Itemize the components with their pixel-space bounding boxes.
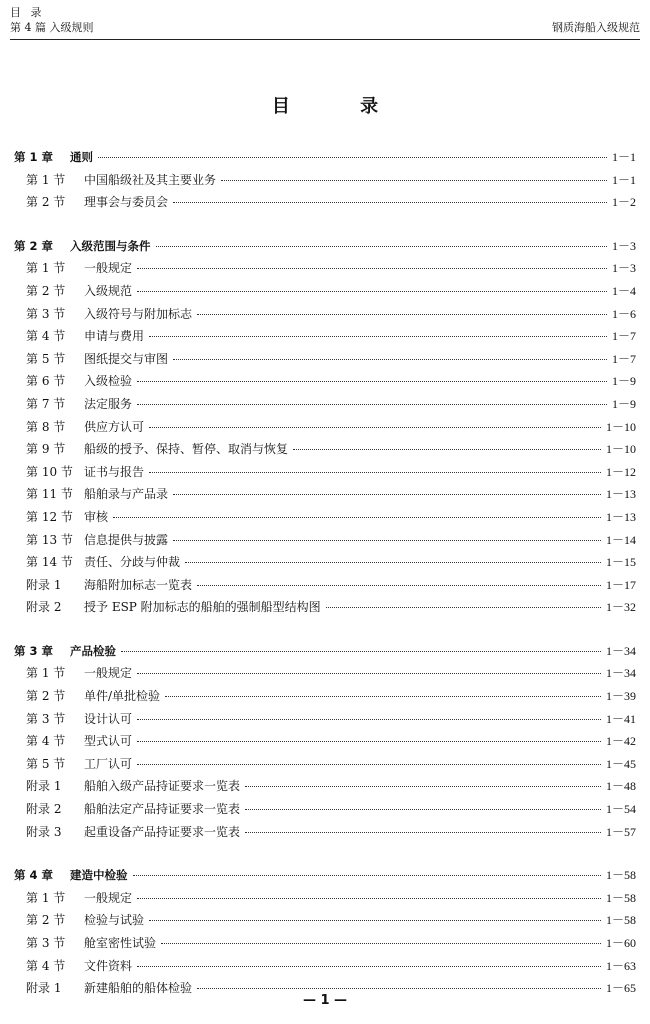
page-number-footer: — 1 — xyxy=(302,993,348,1008)
entry-number: 第 13 节 xyxy=(26,532,73,547)
entry-title: 海船附加标志一览表 xyxy=(84,577,193,592)
entry-number: 第 5 节 xyxy=(26,756,66,771)
toc-section-entry[interactable] xyxy=(14,171,636,194)
dot-leader xyxy=(245,832,601,833)
dot-leader xyxy=(137,741,601,742)
entry-title: 一般规定 xyxy=(84,890,133,905)
entry-title: 新建船舶的船体检验 xyxy=(84,981,193,996)
entry-number: 第 2 章 xyxy=(14,238,54,253)
entry-page: 1－42 xyxy=(605,734,636,749)
toc-section-entry[interactable] xyxy=(14,777,636,800)
entry-number: 第 1 节 xyxy=(26,172,66,187)
entry-page: 1－1 xyxy=(611,150,636,164)
entry-number: 第 4 节 xyxy=(26,329,66,344)
dot-leader xyxy=(197,585,601,586)
toc-section-entry[interactable] xyxy=(14,553,636,576)
dot-leader xyxy=(137,719,601,720)
entry-page: 1－9 xyxy=(611,396,636,411)
entry-number: 第 3 节 xyxy=(26,306,66,321)
entry-title: 一般规定 xyxy=(84,666,133,681)
entry-number: 第 9 节 xyxy=(26,442,66,457)
entry-page: 1－9 xyxy=(611,374,636,389)
entry-number: 第 4 节 xyxy=(26,734,66,749)
entry-number: 第 5 节 xyxy=(26,351,66,366)
entry-title: 供应方认可 xyxy=(84,419,145,434)
dot-leader xyxy=(326,607,601,608)
dot-leader xyxy=(149,336,607,337)
entry-number: 第 3 节 xyxy=(26,936,66,950)
entry-title: 船舶法定产品持证要求一览表 xyxy=(84,802,241,817)
toc-section-entry[interactable] xyxy=(14,755,636,778)
entry-title: 入级范围与条件 xyxy=(70,238,151,253)
entry-number: 第 14 节 xyxy=(26,555,73,570)
toc-section-entry[interactable] xyxy=(14,193,636,216)
entry-page: 1－63 xyxy=(605,958,636,973)
toc-section-entry[interactable] xyxy=(14,327,636,350)
entry-title: 证书与报告 xyxy=(84,464,145,479)
entry-page: 1－45 xyxy=(605,756,636,771)
dot-leader xyxy=(173,202,607,203)
toc-section-entry[interactable] xyxy=(14,732,636,755)
entry-title: 船级的授予、保持、暂停、取消与恢复 xyxy=(84,442,289,457)
toc-section-entry[interactable] xyxy=(14,823,636,846)
dot-leader xyxy=(98,157,607,158)
entry-page: 1－6 xyxy=(611,306,636,321)
entry-title: 责任、分歧与仲裁 xyxy=(84,555,181,570)
entry-number: 附录 1 xyxy=(26,577,62,592)
toc-section-entry[interactable] xyxy=(14,259,636,282)
chapter-block xyxy=(14,148,636,216)
dot-leader xyxy=(113,517,601,518)
entry-number: 第 2 节 xyxy=(26,689,66,704)
entry-page: 1－58 xyxy=(605,868,636,883)
entry-number: 附录 2 xyxy=(26,802,62,817)
entry-page: 1－65 xyxy=(605,981,636,996)
entry-page: 1－58 xyxy=(605,890,636,905)
entry-number: 第 3 节 xyxy=(26,711,66,726)
entry-page: 1－10 xyxy=(605,419,636,434)
toc-section-entry[interactable] xyxy=(14,576,636,599)
entry-page: 1－14 xyxy=(605,532,636,547)
entry-title: 审核 xyxy=(84,509,109,524)
entry-number: 第 2 节 xyxy=(26,195,66,210)
entry-page: 1－48 xyxy=(605,779,636,794)
dot-leader xyxy=(137,381,607,382)
dot-leader xyxy=(185,562,601,563)
entry-page: 1－58 xyxy=(605,913,636,928)
header-section-label: 目 录 xyxy=(10,6,45,19)
entry-title: 通则 xyxy=(70,150,93,164)
toc-section-entry[interactable] xyxy=(14,710,636,733)
dot-leader xyxy=(156,246,607,247)
dot-leader xyxy=(173,540,601,541)
entry-title: 申请与费用 xyxy=(84,329,145,344)
toc-chapter-entry[interactable] xyxy=(14,642,636,665)
entry-title: 工厂认可 xyxy=(84,756,133,771)
dot-leader xyxy=(137,291,607,292)
entry-title: 船舶录与产品录 xyxy=(84,487,169,502)
dot-leader xyxy=(137,268,607,269)
entry-page: 1－39 xyxy=(605,689,636,704)
entry-title: 授予 ESP 附加标志的船舶的强制船型结构图 xyxy=(84,600,321,615)
entry-page: 1－4 xyxy=(611,283,636,298)
entry-page: 1－32 xyxy=(605,600,636,615)
entry-number: 第 7 节 xyxy=(26,396,66,411)
entry-number: 第 2 节 xyxy=(26,913,66,928)
entry-number: 第 1 节 xyxy=(26,890,66,905)
toc-section-entry[interactable] xyxy=(14,485,636,508)
toc-section-entry[interactable] xyxy=(14,508,636,531)
entry-page: 1－12 xyxy=(605,464,636,479)
entry-number: 附录 1 xyxy=(26,779,62,794)
entry-number: 第 1 章 xyxy=(14,150,54,164)
dot-leader xyxy=(137,898,601,899)
entry-title: 型式认可 xyxy=(84,734,133,749)
entry-number: 第 10 节 xyxy=(26,464,73,479)
dot-leader xyxy=(149,920,601,921)
entry-number: 附录 3 xyxy=(26,824,62,839)
entry-title: 船舶入级产品持证要求一览表 xyxy=(84,779,241,794)
toc-chapter-entry[interactable] xyxy=(14,148,636,171)
dot-leader xyxy=(221,180,607,181)
entry-title: 入级规范 xyxy=(84,283,133,298)
entry-number: 第 1 节 xyxy=(26,666,66,681)
entry-page: 1－7 xyxy=(611,329,636,344)
dot-leader xyxy=(121,651,601,652)
entry-title: 入级检验 xyxy=(84,374,133,389)
header-book-title: 钢质海船入级规范 xyxy=(552,21,640,34)
entry-page: 1－34 xyxy=(605,666,636,681)
toc-chapter-entry[interactable] xyxy=(14,237,636,260)
entry-number: 第 12 节 xyxy=(26,509,73,524)
dot-leader xyxy=(245,786,601,787)
dot-leader xyxy=(137,404,607,405)
entry-page: 1－10 xyxy=(605,442,636,457)
toc-section-entry[interactable] xyxy=(14,282,636,305)
entry-title: 信息提供与披露 xyxy=(84,532,169,547)
dot-leader xyxy=(137,673,601,674)
chapter-block xyxy=(14,642,636,845)
entry-title: 起重设备产品持证要求一览表 xyxy=(84,824,241,839)
toc-section-entry[interactable] xyxy=(14,911,636,934)
entry-title: 文件资料 xyxy=(84,958,133,973)
toc-section-entry[interactable] xyxy=(14,934,636,957)
chapter-block xyxy=(14,866,636,1002)
entry-number: 第 11 节 xyxy=(26,487,73,502)
dot-leader xyxy=(149,472,601,473)
toc-section-entry[interactable] xyxy=(14,463,636,486)
toc-section-entry[interactable] xyxy=(14,305,636,328)
entry-page: 1－57 xyxy=(605,824,636,839)
entry-page: 1－3 xyxy=(611,261,636,276)
entry-title: 舱室密性试验 xyxy=(84,936,157,950)
entry-title: 检验与试验 xyxy=(84,913,145,928)
table-of-contents xyxy=(14,148,636,1023)
entry-page: 1－17 xyxy=(605,577,636,592)
entry-number: 第 4 节 xyxy=(26,958,66,973)
dot-leader xyxy=(149,427,601,428)
dot-leader xyxy=(197,314,607,315)
entry-page: 1－1 xyxy=(611,172,636,187)
dot-leader xyxy=(137,966,601,967)
entry-page: 1－2 xyxy=(611,195,636,210)
dot-leader xyxy=(173,494,601,495)
entry-page: 1－60 xyxy=(605,936,636,950)
dot-leader xyxy=(133,875,601,876)
toc-section-entry[interactable] xyxy=(14,531,636,554)
entry-page: 1－54 xyxy=(605,802,636,817)
dot-leader xyxy=(165,696,601,697)
entry-page: 1－13 xyxy=(605,487,636,502)
entry-title: 单件/单批检验 xyxy=(84,689,161,704)
entry-page: 1－13 xyxy=(605,509,636,524)
entry-number: 附录 2 xyxy=(26,600,62,615)
entry-number: 第 6 节 xyxy=(26,374,66,389)
entry-title: 设计认可 xyxy=(84,711,133,726)
entry-title: 法定服务 xyxy=(84,396,133,411)
entry-page: 1－34 xyxy=(605,643,636,658)
entry-title: 一般规定 xyxy=(84,261,133,276)
entry-page: 1－3 xyxy=(611,238,636,253)
toc-section-entry[interactable] xyxy=(14,395,636,418)
toc-section-entry[interactable] xyxy=(14,350,636,373)
dot-leader xyxy=(293,449,601,450)
entry-page: 1－7 xyxy=(611,351,636,366)
toc-section-entry[interactable] xyxy=(14,664,636,687)
header-part-label: 第 4 篇 入级规则 xyxy=(10,21,94,34)
dot-leader xyxy=(137,764,601,765)
entry-number: 第 3 章 xyxy=(14,643,54,658)
toc-section-entry[interactable] xyxy=(14,372,636,395)
entry-number: 第 4 章 xyxy=(14,868,54,883)
entry-number: 第 2 节 xyxy=(26,283,66,298)
entry-number: 第 8 节 xyxy=(26,419,66,434)
dot-leader xyxy=(173,359,607,360)
entry-title: 入级符号与附加标志 xyxy=(84,306,193,321)
toc-section-entry[interactable] xyxy=(14,418,636,441)
toc-section-entry[interactable] xyxy=(14,800,636,823)
toc-section-entry[interactable] xyxy=(14,687,636,710)
toc-section-entry[interactable] xyxy=(14,889,636,912)
toc-section-entry[interactable] xyxy=(14,598,636,621)
header-rule xyxy=(10,39,640,40)
dot-leader xyxy=(245,809,601,810)
entry-number: 第 1 节 xyxy=(26,261,66,276)
entry-title: 图纸提交与审图 xyxy=(84,351,169,366)
running-header xyxy=(10,6,640,42)
header-line xyxy=(10,21,640,35)
chapter-block xyxy=(14,237,636,621)
dot-leader xyxy=(161,943,601,944)
entry-number: 附录 1 xyxy=(26,981,62,996)
toc-chapter-entry[interactable] xyxy=(14,866,636,889)
entry-title: 建造中检验 xyxy=(70,868,128,883)
entry-title: 理事会与委员会 xyxy=(84,195,169,210)
entry-title: 中国船级社及其主要业务 xyxy=(84,172,217,187)
toc-section-entry[interactable] xyxy=(14,440,636,463)
entry-title: 产品检验 xyxy=(70,643,116,658)
toc-section-entry[interactable] xyxy=(14,957,636,980)
page-title: 目 录 xyxy=(271,96,411,117)
dot-leader xyxy=(197,988,601,989)
entry-page: 1－15 xyxy=(605,555,636,570)
entry-page: 1－41 xyxy=(605,711,636,726)
